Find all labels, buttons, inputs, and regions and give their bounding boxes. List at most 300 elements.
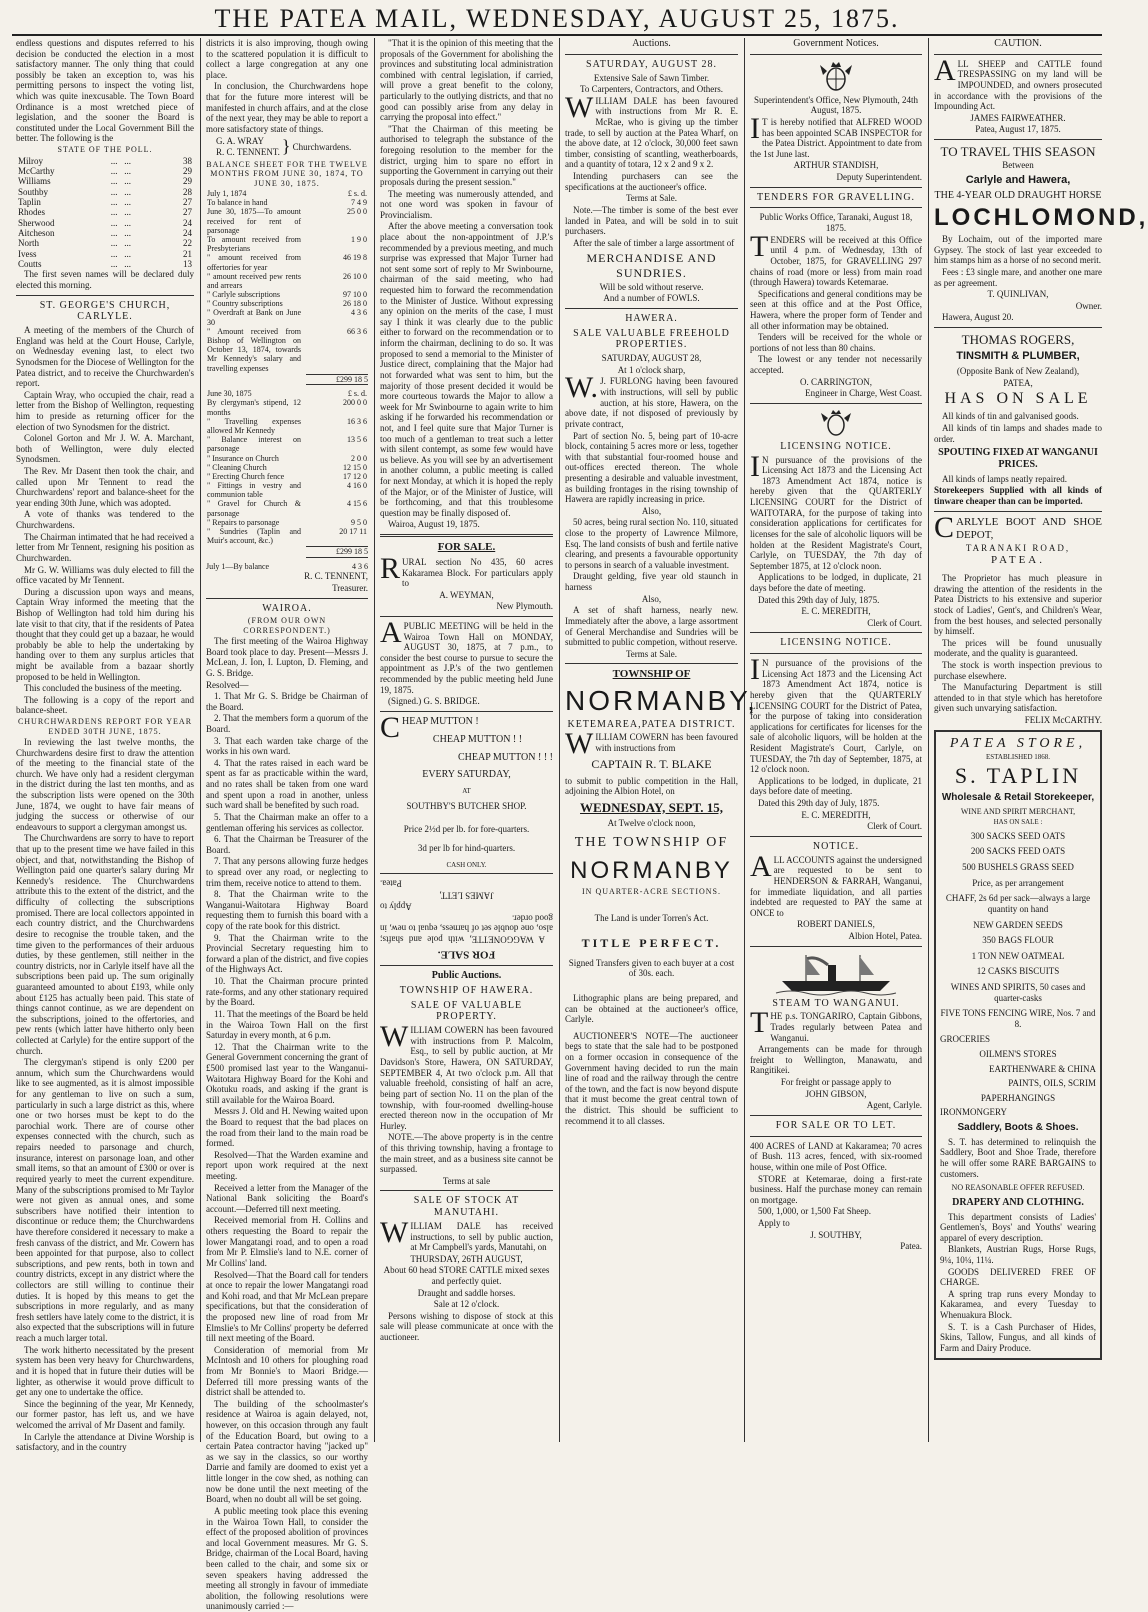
for-sale-heading: FOR SALE. (437, 541, 496, 554)
mutton-day: EVERY SATURDAY, (422, 769, 511, 781)
auction-paragraph: Lithographic plans are being prepared, and can be obtained at the auctioneer's office, Carlyle. (565, 992, 738, 1025)
township-heading: TOWNSHIP OF (612, 668, 691, 681)
signature-role: Churchwardens. (292, 141, 352, 152)
article-paragraph: The meeting was numerously attended, and not one word was spoken in favour of Provincialism. (380, 188, 553, 220)
store-paragraph: S. T. is a Cash Purchaser of Hides, Skins, Tallow, Fungus, and all kinds of Farm and Dairy Produce. (940, 1321, 1096, 1353)
candidate-votes: 29 (183, 165, 192, 176)
poll-row (16, 197, 194, 207)
account-item: July 1, 1874 (207, 189, 247, 199)
notice-heading: NOTICE. (812, 840, 860, 852)
account-amount: 26 18 0 (343, 299, 367, 309)
store-category: IRONMONGERY (940, 1107, 1008, 1118)
store-category: GROCERIES (940, 1034, 991, 1045)
notice-paragraph: The lowest or any tender not necessarily accepted. (750, 354, 922, 375)
account-amount: £ s. d. (347, 189, 367, 199)
account-item: " Sundries (Taplin and Muir's account, &c.) (207, 527, 301, 546)
column-5 (750, 38, 922, 1438)
balance-line (206, 562, 368, 571)
candidate-name: Milroy (18, 155, 44, 166)
article-paragraph: Messrs J. Old and H. Newing waited upon the Board to request that the bad places on the road from their land to the main road be formed. (206, 1106, 368, 1149)
notice-paragraph: Apply to (758, 1217, 790, 1228)
report-heading: CHURCHWARDENS REPORT FOR YEAR ENDED 30TH JUNE, 1875. (17, 717, 193, 736)
account-amount: 25 0 0 (347, 207, 367, 217)
notice-paragraph: Applications to be lodged, in duplicate, 21 days before date of meeting. (750, 775, 922, 797)
account-row (206, 189, 368, 198)
account-amount: 4 16 0 (347, 481, 367, 491)
tinsmith-paragraph: All kinds of tin and galvanised goods. (942, 411, 1079, 422)
patea-store-box (934, 730, 1102, 1361)
store-owner: S. TAPLIN (954, 763, 1082, 789)
account-item: " Cleaning Church (207, 462, 267, 472)
account-amount: 26 10 0 (343, 271, 367, 281)
account-amount: 46 19 8 (343, 253, 367, 263)
resolution: 7. That any persons allowing furze hedges to spread over any road, or neglecting to trim them, receive notice to attend to them. (206, 856, 368, 888)
stock-sale-date: THURSDAY, 26TH AUGUST, (410, 1253, 523, 1264)
horse-owner-name: T. QUINLIVAN, (987, 289, 1049, 300)
store-type: Wholesale & Retail Storekeeper, (941, 792, 1095, 804)
licensing-heading: LICENSING NOTICE. (780, 637, 892, 649)
poll-note: The first seven names will be declared duly elected this morning. (16, 269, 194, 290)
candidate-votes: 13 (183, 258, 192, 269)
payments-total: £299 18 5 (306, 546, 368, 557)
article-paragraph: "That it is the opinion of this meeting that the proposals of the Government for abolishing the provinces and substituting local administration combined with central legislation, if carried, will prove a great benefit to the colony, particularly to the outlying districts, and that no good can possibly arise from any delay in carrying the proposal into effect." (380, 38, 553, 123)
stock-sale-heading: SALE OF STOCK AT MANUTAHI. (413, 1195, 520, 1219)
candidate-votes: 22 (183, 238, 192, 249)
poll-row (16, 187, 194, 197)
dots: ... ... (110, 227, 131, 238)
receipts-total: £299 18 5 (306, 374, 368, 385)
store-paragraph: S. T. has determined to relinquish the Saddlery, Boot and Shoe Trade, therefore he will offer some RARE BARGAINS to customers. (940, 1136, 1096, 1179)
column-rule (744, 38, 745, 1442)
auction-township: TOWNSHIP OF HAWERA. (399, 984, 534, 996)
store-goods-item: WINES AND SPIRITS, 50 cases and quarter-casks (950, 981, 1086, 1003)
store-arc-title: PATEA STORE, (949, 735, 1087, 751)
store-category: EARTHENWARE & CHINA (989, 1063, 1096, 1074)
store-category: OILMEN'S STORES (979, 1048, 1057, 1059)
resolution: 2. That the members form a quorum of the Board. (206, 713, 368, 735)
store-paragraph: GOODS DELIVERED FREE OF CHARGE. (940, 1266, 1096, 1288)
auction-paragraph: Intending purchasers can see the specifications at the auctioneer's office. (565, 171, 738, 192)
candidate-votes: 27 (183, 207, 192, 218)
notice-body: IT is hereby notified that ALFRED WOOD has been appointed SCAB INSPECTOR for the Patea District. Appointment to date from the 1st June last. (750, 112, 922, 159)
ad-body: RURAL section No 435, 60 acres Kakaramea Block. For particulars apply to (380, 552, 553, 589)
account-amount: £ s. d. (347, 389, 367, 399)
travel-route: Carlyle and Hawera, (965, 174, 1071, 186)
candidate-name: Taplin (18, 196, 41, 207)
candidate-votes: 38 (183, 155, 192, 166)
notice-paragraph: Dated this 29th day of July, 1875. (758, 594, 880, 605)
notice-paragraph: Specifications and general conditions may be seen at this office and at the Post Office, Hawera, where the proper form of Tender and all other information may be obtained. (750, 288, 922, 331)
sale-heading: SALE VALUABLE FREEHOLD PROPERTIES. (573, 327, 730, 351)
ketemarea-heading: KETEMAREA,PATEA DISTRICT. (567, 719, 736, 731)
article-paragraph: Resolved—That the Warden examine and report upon work required at the next meeting. (206, 1149, 368, 1182)
notice-paragraph: Arrangements can be made for through freight to Wellington, Manawatu, and Rangitikei. (750, 1044, 922, 1076)
notice-role: Patea. (900, 1241, 922, 1252)
ad-place: Patea. (380, 879, 402, 890)
candidate-votes: 24 (183, 227, 192, 238)
auction-also: Also, (641, 505, 662, 516)
saddlery-heading: Saddlery, Boots & Shoes. (957, 1122, 1079, 1134)
article-paragraph: Colonel Gorton and Mr J. W. A. Marchant, both of Wellington, were duly elected Synodsmen. (16, 433, 194, 465)
notice-role: Engineer in Charge, West Coast. (805, 388, 922, 399)
account-item: " Insurance on Church (207, 453, 279, 463)
auction-title: SALE OF VALUABLE PROPERTY. (410, 999, 523, 1023)
article-paragraph: Since the beginning of the year, Mr Kennedy, our former pastor, has left us, and we have welcomed the arrival of Mr Dasent and family. (16, 1398, 194, 1430)
notice-signatory: ARTHUR STANDISH, (793, 160, 879, 171)
ad-name: A. WEYMAN, (439, 589, 494, 600)
account-item: " Balance interest on parsonage (207, 435, 301, 454)
account-item: " Amount received from Bishop of Wellington on October 13, 1874, towards Mr Kennedy's salary and travelling expenses (207, 326, 301, 373)
caution-heading: CAUTION. (994, 38, 1042, 49)
mutton-shop: SOUTHBY'S BUTCHER SHOP. (406, 801, 527, 812)
stock-sale-footer: Persons wishing to dispose of stock at this sale will please communicate at once with the auctioneer. (380, 1310, 553, 1343)
column-4 (565, 38, 758, 1438)
travel-heading: TO TRAVEL THIS SEASON (940, 144, 1096, 160)
column-2 (206, 38, 368, 1612)
drapery-heading: DRAPERY AND CLOTHING. (952, 1196, 1084, 1208)
store-goods-item: NEW GARDEN SEEDS (973, 919, 1063, 930)
account-amount: 16 3 6 (347, 416, 367, 426)
notice-paragraph: Applications to be lodged, in duplicate, 21 days before the date of meeting. (750, 572, 922, 593)
notice-body: 400 ACRES of LAND at Kakaramea; 70 acres of Bush. 113 acres, fenced, with six-roomed house, within one mile of Post Office. (750, 1140, 922, 1172)
resolution: 5. That the Chairman make an offer to a gentleman offering his services as collector. (206, 811, 368, 833)
tinsmith-heading: TINSMITH & PLUMBER, (956, 350, 1080, 363)
auction-body: W.J. FURLONG having been favoured with instructions, will sell by public auction, at his store, Hawera, on the above date, if not disposed of previously by private contract, (565, 371, 738, 429)
account-row (206, 198, 368, 207)
article-paragraph: In reviewing the last twelve months, the Churchwardens desire first to draw the attention of the meeting to the financial state of the church. We have only had a resident clergyman in the district during the last ten months, and as the subscription lists were opened on the 30th June, 1874, we ought to have fair means of judging the success or otherwise of our endeavours to support a clergyman amongst us. (16, 736, 194, 832)
store-paragraph: This department consists of Ladies' Gentlemen's, Boys' and Youths' wearing apparel of every description. (940, 1211, 1096, 1243)
resolution: 1. That Mr G. S. Bridge be Chairman of the Board. (206, 691, 368, 712)
inverted-advertisement (380, 878, 553, 961)
article-paragraph: During a discussion upon ways and means, Captain Wray informed the meeting that the Bishop of Wellington had told him during his late visit to that city, that if the residents of Patea thought that they could get up a bazaar, he would probably be able to help the undertaking by handing over to them any surplus articles that might be available from a bazaar shortly proposed to be held in Wellington. (16, 586, 194, 682)
auction-paragraph: 50 acres, being rural section No. 110, situated close to the property of Lawrence Milmore, Esq. The land consists of bush and fertile native clearing, and presents a favourable opportunity to persons in search of a valuable investment. (565, 517, 738, 570)
account-amount: 13 5 6 (347, 435, 367, 445)
notice-paragraph: Dated this 29th day of July, 1875. (758, 798, 880, 809)
churchwarden-signatures: G. A. WRAY R. C. TENNENT. } Churchwardens. (216, 136, 352, 158)
store-category: PAPERHANGINGS (980, 1092, 1056, 1103)
resolution: 10. That the Chairman procure printed rate-forms, and any other stationary required by the Board. (206, 976, 368, 1008)
notice-body: THE p.s. TONGARIRO, Captain Gibbons, Trades regularly between Patea and Wanganui. (750, 1006, 922, 1043)
account-row (206, 463, 368, 472)
dots: ... ... (110, 196, 131, 207)
sale-let-heading: FOR SALE OR TO LET. (775, 1119, 897, 1131)
account-amount: 17 12 0 (343, 471, 367, 481)
notice-body: IN pursuance of the provisions of the Licensing Act 1873 and the Licensing Act 1873 Amendment Act 1874, notice is hereby given that the QUARTERLY LICENSING COURT for the District of Patea, for the purpose of taking into consideration applications for certificates for licenses for the sale of alcoholic liquors, will be holden at the Resident Magistrate's Court, Carlyle, on TUESDAY, the 7th day of September, 1875, at 12 o'clock noon. (750, 653, 922, 775)
dots: ... ... (110, 258, 131, 269)
mutton-price: 3d per lb for hind-quarters. (417, 842, 516, 853)
auction-time: At 1 o'clock sharp, (617, 364, 686, 375)
auction-date: SATURDAY, AUGUST 28. (586, 58, 717, 70)
auction-body: WILLIAM COWERN has been favoured with instructions from (565, 727, 738, 761)
account-amount: 97 10 0 (343, 290, 367, 300)
title-perfect: TITLE PERFECT. (581, 935, 722, 950)
resolution: 4. That the rates raised in each ward be spent as far as practicable within the ward, and no rates shall be taken from one ward and spent upon a road in another, unless such ward shall be benefited by such road. (206, 757, 368, 811)
poll-row (16, 176, 194, 186)
balance-amount: 4 3 6 (352, 561, 368, 571)
article-paragraph: The clergyman's stipend is only £200 per annum, which sum the Churchwardens would like to see augmented, as it is almost impossible for any gentleman to live on such a sum, particularly in such a large district as this, where one or two horses must be kept to do the parochial work. There are of course other expenses connected with the church, such as repairs needed to parsonage and church, insurance, interest on parsonage loan, and other small items, so that an amount of £300 or over is required yearly to meet the current expenditure. Many of the subscriptions promised to Mr Taylor were not given as annual ones, and some subscribers have notified their intention to discontinue or reduce them; the Churchwardens have therefore considered it necessary to make a fresh canvass of the district, and Mr. Cowern has been appointed for that purpose, also to collect subscriptions, and pew rents, both in town and country districts, except in any district where the collectors are still willing to continue their duties. It is hoped by this means to get the subscriptions in more regularly, and as many fresh settlers have lately come to the district, it is also expected that the subscriptions will in future reach a much larger total. (16, 1057, 194, 1344)
office-line: Public Works Office, Taranaki, August 18, 1875. (759, 212, 913, 234)
payments-table (206, 389, 368, 545)
torrens-line: The Land is under Torren's Act. (594, 912, 709, 923)
account-item: " Repairs to parsonage (207, 517, 280, 527)
township-title: THE TOWNSHIP OF (574, 834, 729, 850)
account-item: " Travelling expenses allowed Mr Kennedy (207, 416, 301, 435)
hawera-heading: HAWERA. (625, 312, 678, 324)
auction-note: NOTE.—The above property is in the centre of this thriving township, having a frontage to the main street, and as a business site cannot be surpassed. (380, 1132, 553, 1175)
poll-row (16, 156, 194, 166)
town-line: PATEA. (991, 554, 1045, 567)
dateline: Wairoa, August 19, 1875. (388, 519, 480, 530)
notice-paragraph: Tenders will be received for the whole or portions of not less than 80 chains. (750, 332, 922, 353)
sections-line: IN QUARTER-ACRE SECTIONS. (582, 887, 721, 897)
article-paragraph: After the above meeting a conversation took place about the non-appointment of J.P.'s recommended by a previous meeting, and much surprise was expressed that Major Turner had not sent some sort of reply to Mr Swinbourne, chairman of the said meeting, who had requested him to forward the recommendation to the Minister of Justice. Without expressing any opinion on the merits of the case, I must say I think it was clearly due to the public either to forward on the recommendation or to inform the chairman, declining to do so. It was proposed to send a memorial to the Minister of Justice direct, complaining that the Major had not forwarded what was sent to him, but the majority of those present decided it would be more courteous towards the Major to allow a week for Mr Swinbourne to again write to him asking if he forwarded his recommendation or not, and I feel quite sure that Major Turner is too much of a gentleman to treat such a letter with silent contempt, as some few would have us believe. As you will see by an advertisement in another column, a public meeting is called for next Monday, at which it is hoped the reply of the Major, or of the Minister of Justice, will be forthcoming, and that this troublesome question may be finally disposed of. (380, 221, 553, 518)
masthead-rule (12, 34, 1102, 36)
poll-row (16, 259, 194, 269)
store-goods-item: 350 BAGS FLOUR (982, 935, 1054, 946)
account-row (206, 272, 368, 290)
poll-heading: STATE OF THE POLL. (57, 145, 153, 155)
notice-role: Agent, Carlyle. (866, 1100, 922, 1111)
resolution: 6. That the Chairman be Treasurer of the Board. (206, 834, 368, 855)
account-amount: 4 3 6 (351, 308, 367, 318)
steamship-icon (776, 951, 896, 995)
article-paragraph: The work hitherto necessitated by the present system has been very heavy for Churchwardens, and it is hoped that in future their duties will be lighter, as otherwise it would prove difficult to get any one to undertake the office. (16, 1344, 194, 1398)
account-row (206, 499, 368, 517)
balance-label: July 1—By balance (206, 561, 270, 571)
boot-paragraph: The Proprietor has much pleasure in drawing the attention of the residents in the Patea Districts to his extensive and superior stock of Ladies', Gent's, and Children's Wear, from the best houses, and selected personally by himself. (934, 573, 1102, 637)
dots: ... ... (110, 207, 131, 218)
mutton-heading: CHEAP MUTTON ! ! (432, 733, 523, 745)
auction-paragraph: After the sale of timber a large assortment of (573, 237, 735, 248)
steam-heading: STEAM TO WANGANUI. (772, 997, 900, 1009)
account-row (206, 299, 368, 308)
column-6 (934, 38, 1148, 1438)
candidate-name: Ivess (18, 248, 37, 259)
horse-date: Hawera, August 20. (942, 312, 1014, 323)
meeting-notice: APUBLIC MEETING will be held in the Wairoa Town Hall on MONDAY, AUGUST 30, 1875, at 7 p.m., to consider the best course to pursue to secure the appointment as J.P.'s of the two gentlemen recommended by the public meeting held June 19, 1875. (380, 616, 553, 695)
auction-paragraph: Note.—The timber is some of the best ever landed in Patea, and will be sold in to suit purchasers. (565, 204, 738, 237)
column-rule (559, 38, 560, 1442)
account-item: To amount received from Presbyterians (207, 234, 301, 254)
article-paragraph: In conclusion, the Churchwardens hope that for the future more interest will be manifested in church affairs, and at the close of the next year, they may be able to report a more satisfactory state of things. (206, 81, 368, 134)
candidate-name: Sherwood (18, 217, 55, 228)
candidate-votes: 28 (183, 186, 192, 197)
stock-sale-items: About 60 head STORE CATTLE mixed sexes and perfectly quiet. (383, 1265, 550, 1287)
mutton-at: AT (462, 787, 471, 796)
article-paragraph: A public meeting took place this evening in the Wairoa Town Hall, to consider the effect of the proposed abolition of provinces and local Government measures. Mr G. S. Bridge, chairman of the Local Board, having been called to the chair, and some six or seven speakers having addressed the meeting all strongly in favour of immediate abolition, the following resolutions were unanimously carried :— (206, 1505, 368, 1612)
notice-role: Deputy Superintendent. (836, 172, 922, 183)
column-3 (380, 38, 553, 1438)
store-goods-list (940, 831, 1096, 1030)
column-rule (200, 38, 201, 1442)
account-row (206, 389, 368, 398)
dots: ... ... (110, 176, 131, 187)
rogers-name: THOMAS ROGERS, (961, 331, 1075, 347)
auction-paragraph: Will be sold without reserve. (599, 281, 704, 292)
captain-name: CAPTAIN R. T. BLAKE (591, 757, 712, 772)
resolution: 8. That the Chairman write to the Wanganui-Waitotara Highway Board requesting them to furnish this board with a copy of the rate book for this district. (206, 889, 368, 932)
auction-body: WILLIAM COWERN has been favoured with instructions from P. Malcolm, Esq., to sell by public auction, at Mr Davidson's Store, Hawera, ON SATURDAY, SEPTEMBER 4, At two o'clock p.m. All that valuable freehold, consisting of half an acre, being part of section No. 11 on the plan of the township, with four-roomed dwelling-house erected thereon now in the occupation of Mr Hurley. (380, 1020, 553, 1131)
candidate-name: McCarthy (18, 165, 55, 176)
ad-name: JAMES LETT, (439, 890, 494, 901)
article-paragraph: Consideration of memorial from Mr McIntosh and 10 others for ploughing road from Mr Bonnie's to Maori Bridge.—Deferred till more pressing wants of the district shall be attended to. (206, 1344, 368, 1398)
signature: G. A. WRAY (216, 136, 265, 147)
candidate-name: Rhodes (18, 207, 45, 218)
auction-paragraph: And a number of FOWLS. (603, 293, 700, 304)
account-item: " Erecting Church fence (207, 471, 285, 481)
poll-row (16, 249, 194, 259)
article-paragraph: A meeting of the members of the Church of England was held at the Court House, Carlyle, on Wednesday evening last, to elect two Synodsmen for the Diocese of Wellington for the Patea district, and to receive the Churchwarden's report. (16, 325, 194, 389)
wairoa-subheading: (FROM OUR OWN CORRESPONDENT.) (243, 616, 331, 635)
notice-body: TENDERS will be received at this Office until 4 p.m. of Wednesday, 13th of October, 1875, for GRAVELLING 297 chains of road (more or less) from main road (through Hawera) towards Ketemarae. (750, 229, 922, 288)
account-row (206, 398, 368, 416)
notice-role: Clerk of Court. (867, 617, 922, 628)
article-paragraph: This concluded the business of the meeting. (24, 683, 182, 694)
account-item: June 30, 1875 (207, 389, 252, 399)
dots: ... ... (110, 238, 131, 249)
account-item: " amount received from offertories for year (207, 253, 301, 272)
auction-paragraph: to submit to public competition in the Hall, adjoining the Albion Hotel, on (565, 775, 738, 797)
storekeepers-line: Storekeepers Supplied with all kinds of tinware cheaper than can be imported. (934, 485, 1102, 506)
notice-signatory: J. SOUTHBY, (810, 1229, 862, 1240)
masthead: THE PATEA MAIL, WEDNESDAY, AUGUST 25, 1875. (214, 4, 900, 33)
royal-crest-icon (815, 408, 857, 438)
auction-also: Also, (641, 593, 662, 604)
notice-signatory: ROBERT DANIELS, (797, 919, 875, 930)
article-paragraph: In Carlyle the attendance at Divine Worship is satisfactory, and in the country (16, 1431, 194, 1453)
store-paragraph: Blankets, Austrian Rugs, Horse Rugs, 9¼, 10¼, 11¼. (940, 1244, 1096, 1265)
candidate-name: North (18, 238, 39, 249)
store-goods-item: 1 TON NEW OATMEAL (971, 950, 1065, 961)
account-item: June 30, 1875—To amount received for rent of parsonage (207, 207, 301, 235)
poll-row (16, 228, 194, 238)
store-category: PAINTS, OILS, SCRIM (1008, 1078, 1096, 1089)
account-amount: 20 17 11 (339, 527, 367, 537)
church-heading: ST. GEORGE'S CHURCH, CARLYLE. (39, 299, 171, 323)
store-refused: NO REASONABLE OFFER REFUSED. (951, 1183, 1085, 1193)
treasurer-role: Treasurer. (332, 582, 368, 593)
account-row (206, 207, 368, 235)
store-paragraph: A spring trap runs every Monday to Kakaramea, and every Tuesday to Whenuakura Block. (940, 1288, 1096, 1320)
stock-sale-time: Sale at 12 o'clock. (433, 1299, 500, 1310)
notice-paragraph: For freight or passage apply to (780, 1077, 892, 1088)
account-amount: 2 0 0 (351, 453, 367, 463)
tenders-heading: TENDERS FOR GRAVELLING. (756, 191, 916, 203)
article-paragraph: "That the Chairman of this meeting be authorised to telegraph the substance of the foregoing resolution to the member for the district, urging him to spare no effort in supporting the Government in carrying out their proposals during the present session." (380, 123, 553, 187)
account-row (206, 472, 368, 481)
normanby-heading: NORMANBY (570, 857, 733, 885)
dots: ... ... (110, 248, 131, 259)
dots: ... ... (110, 155, 131, 166)
article-paragraph: Received a letter from the Manager of the National Bank soliciting the Board's account.—Deferred till next meeting. (206, 1182, 368, 1214)
column-rule (928, 38, 929, 1442)
poll-row (16, 238, 194, 248)
wairoa-heading: WAIROA. (262, 602, 312, 614)
candidate-name: Southby (18, 186, 49, 197)
account-row (206, 527, 368, 545)
auction-paragraph: Part of section No. 5, being part of 10-acre block, containing 5 acres more or less, together with that substantial four-roomed house and out-offices erected thereon. The whole presenting a desirable and valuable investment, as building frontages in the rising township of Hawera are rapidly increasing in price. (565, 430, 738, 505)
notice-body: ALL ACCOUNTS against the undersigned are requested to be sent to HENDERSON & FARRAH, Wanganui, for immediate liquidation, and all parties indebted are requested to PAY the same at ONCE to (750, 849, 922, 918)
notice-paragraph: 500, 1,000, or 1,500 Fat Sheep. (758, 1206, 871, 1217)
article-paragraph: Received memorial from H. Collins and others requesting the Board to repair the lower Mangatangi road, and to open a road from Mr P. Elmslie's land to N.E. corner of Mr Collins' land. (206, 1215, 368, 1268)
candidate-name: Coutts (18, 258, 42, 269)
notice-paragraph: STORE at Ketemarae, doing a first-rate business. Half the purchase money can remain on mortgage. (750, 1173, 922, 1205)
auction-date: SATURDAY, AUGUST 28, (601, 353, 702, 364)
candidate-name: Aitcheson (18, 227, 55, 238)
store-goods-item: FIVE TONS FENCING WIRE, Nos. 7 and 8. (940, 1008, 1096, 1029)
account-item: " amount received pew rents and arrears (207, 271, 301, 290)
spouting-heading: SPOUTING FIXED AT WANGANUI PRICES. (938, 447, 1098, 470)
column-1 (16, 38, 194, 1453)
dots: ... ... (110, 165, 131, 176)
store-on-sale: HAS ON SALE : (993, 817, 1043, 826)
article-paragraph: Resolved— (206, 679, 249, 690)
article-paragraph: A vote of thanks was tendered to the Churchwardens. (16, 509, 194, 531)
auction-body: WILLIAM DALE has been favoured with instructions from Mr R. E. McRae, who is giving up the timber trade, to sell by auction at the Patea Wharf, on the above date, at 12 o'clock, 30,000 feet sawn timber, consisting of scantling, weatherboards, and a quantity of totara, 12 x 2 and 9 x 2. (565, 90, 738, 170)
mutton-price: Price 2½d per lb. for fore-quarters. (403, 823, 530, 834)
account-amount: 200 0 0 (343, 398, 367, 408)
horse-description: THE 4-YEAR OLD DRAUGHT HORSE (934, 189, 1102, 201)
resolution: 9. That the Chairman write to the Provincial Secretary requesting him to forward a plan of the district, and five copies of the Highways Act. (206, 932, 368, 975)
boot-paragraph: The prices will be found unusually moderate, and the quality is guaranteed. (934, 637, 1102, 659)
caution-date: Patea, August 17, 1875. (975, 124, 1061, 135)
store-goods-item: 200 SACKS FEED OATS (970, 846, 1066, 857)
boot-signatory: FELIX McCARTHY. (1024, 715, 1102, 726)
balance-heading: BALANCE SHEET FOR THE TWELVE MONTHS FROM JUNE 30, 1874, TO JUNE 30, 1875. (206, 159, 368, 188)
account-row (206, 235, 368, 253)
auction-paragraph: A set of shaft harness, nearly new. Immediately after the above, a large assortment of General Merchandise and Sundries will be submitted to public competion, without reserve. (565, 605, 738, 648)
poll-intro: endless questions and disputes referred to his decision be conducted the election in a most satisfactory manner. The only thing that could possibly be taken an exception to, was his permitting persons to inspect the voting list, which was quite inexcusable. The Town Board Ordinance is a most wretched piece of legislation, and the sooner the Board is constituted under the Local Government Bill the better. The following is the (16, 38, 194, 144)
account-row (206, 518, 368, 527)
poll-row (16, 166, 194, 176)
ad-body: A WAGGONETTE, with pole and shafts; also, one double set of harness, equal to new, in good order. (380, 913, 553, 946)
ad-apply: Apply to (380, 902, 412, 913)
auction-paragraph: Draught gelding, five year old staunch in harness (565, 571, 738, 593)
account-row (206, 454, 368, 463)
article-paragraph: Resolved—That the Board call for tenders at once to repair the lower Mangatangi road and Kohi road, and that Mr McLean prepare specifications, but that the consideration of the proposed new line of road from Mr Elmslie's to Mr Collins' property be deferred till next meeting of the Board. (206, 1269, 368, 1344)
column-rule (374, 38, 375, 1442)
account-amount: 4 15 6 (347, 499, 367, 509)
store-merchant: WINE AND SPIRIT MERCHANT, (960, 807, 1076, 817)
notice-signatory: E. C. MEREDITH, (801, 606, 871, 617)
boot-paragraph: The stock is worth inspection previous to purchase elsewhere. (934, 659, 1102, 681)
account-row (206, 435, 368, 453)
stock-sale-horses: Draught and saddle horses. (417, 1287, 516, 1298)
article-paragraph: districts it is also improving, though owing to the scattered population it is difficult to collect a large congregation at any one place. (206, 38, 368, 80)
notice-role: Albion Hotel, Patea. (848, 930, 922, 941)
royal-crest-icon (815, 59, 857, 93)
store-goods-item: Price, as per arrangement (972, 877, 1064, 888)
tinsmith-paragraph: All kinds of tin lamps and shades made to order. (934, 422, 1102, 444)
account-row (206, 290, 368, 299)
account-item: To balance in hand (207, 198, 268, 208)
article-paragraph: The Chairman intimated that he had received a letter from Mr Tennent, resigning his position as Churchwarden. (16, 531, 194, 563)
auction-audience: To Carpenters, Contractors, and Others. (579, 84, 724, 95)
mutton-cash: CASH ONLY. (446, 861, 487, 870)
account-row (206, 481, 368, 499)
notice-signatory: JOHN GIBSON, (805, 1088, 867, 1099)
account-amount: 9 5 0 (351, 517, 367, 527)
public-auctions-heading: Public Auctions. (431, 970, 502, 982)
account-item: " Fittings in vestry and communion table (207, 481, 301, 500)
article-paragraph: The first meeting of the Wairoa Highway Board took place to day. Present—Messrs J. McLean, J. Ion, I. Lupton, D. Fleming, and G. S. Bridge. (206, 636, 368, 678)
store-goods-item: 300 SACKS SEED OATS (970, 830, 1066, 841)
address-line: TARANAKI ROAD, (965, 542, 1071, 553)
auction-date: WEDNESDAY, SEPT. 15, (580, 799, 723, 815)
auction-terms: Terms at sale (442, 1175, 491, 1186)
boot-paragraph: The Manufacturing Department is still attended to in that style which has heretofore given such unvarying satisfaction. (934, 682, 1102, 714)
notice-body: IN pursuance of the provisions of the Licensing Act 1873 and the Licensing Act 1873 Amendment Act 1874, notice is hereby given that the QUARTERLY LICENSING COURT for the District of WAITOTARA, for the purpose of taking into consideration applications for certificates for licenses for the sale of alcoholic liquors will be holden at the Resident Magistrate's Court, Carlyle, on TUESDAY, the 7th day of September 1875, at 12 o'clock noon. (750, 449, 922, 571)
